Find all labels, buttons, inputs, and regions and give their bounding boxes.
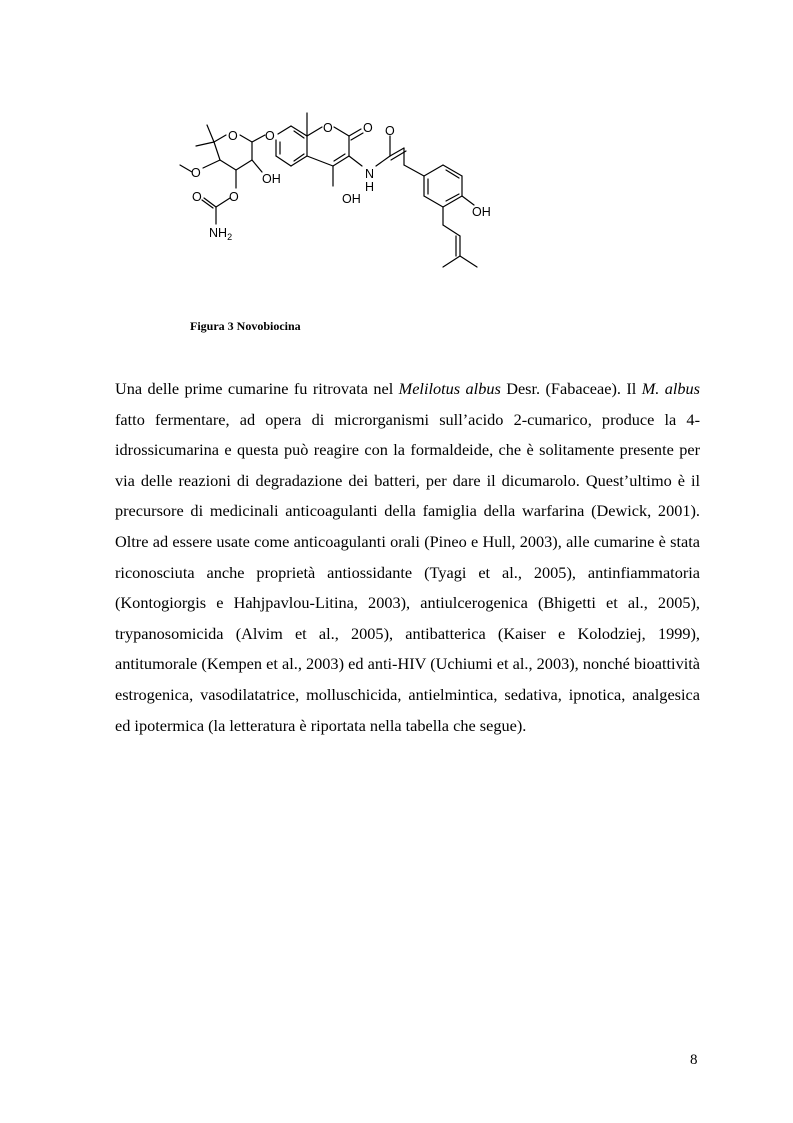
body-paragraph [115,374,700,741]
atom-label: O [192,190,202,204]
atom-label: O [265,129,275,143]
structure-drawing [160,100,520,290]
novobiocin-structure [160,100,520,290]
text-run: Una delle prime cumarine fu ritrovata nel [115,379,399,398]
atom-label: $NH_2$ [209,226,233,242]
text-run: Desr. (Fabaceae). Il [500,379,642,398]
atom-label: O [363,121,373,135]
atom-label: O [229,190,239,204]
atom-label: O [191,166,201,180]
atom-label: N [365,167,375,181]
atom-label: OH [262,172,281,186]
atom-label: O [228,129,238,143]
atom-label: OH [472,205,491,219]
species-name: Melilotus albus [398,379,501,398]
atom-label: OH [342,192,361,206]
atom-label: O [323,121,333,135]
text-run: fatto fermentare, ad opera di microrganismi sull’acido 2-cumarico, produce la 4-idrossicumarina e questa può reagire con la formaldeide, che è solitamente presente per via delle reazioni di degradazione dei batteri, per dare il dicumarolo. Quest’ultimo è il precursore di medicinali anticoagulanti della famiglia della warfarina (Dewick, 2001). Oltre ad essere usate come anticoagulanti orali (Pineo e Hull, 2003), alle cumarine è stata riconosciuta anche proprietà antiossidante (Tyagi et al., 2005), antinfiammatoria (Kontogiorgis e Hahjpavlou-Litina, 2003), antiulcerogenica (Bhigetti et al., 2005), trypanosomicida (Alvim et al., 2005), antibatterica (Kaiser e Kolodziej, 1999), antitumorale (Kempen et al., 2003) ed anti-HIV (Uchiumi et al., 2003), nonché bioattività estrogenica, vasodilatatrice, molluschicida, antielmintica, sedativa, ipnotica, analgesica ed ipotermica (la letteratura è riportata nella tabella che segue). [115,409,700,735]
species-name: M. albus [641,379,701,398]
page-number: 8 [690,1052,698,1068]
atom-label: O [385,124,395,138]
figure-caption: Figura 3 Novobiocina [190,319,301,333]
atom-label: H [365,180,375,194]
